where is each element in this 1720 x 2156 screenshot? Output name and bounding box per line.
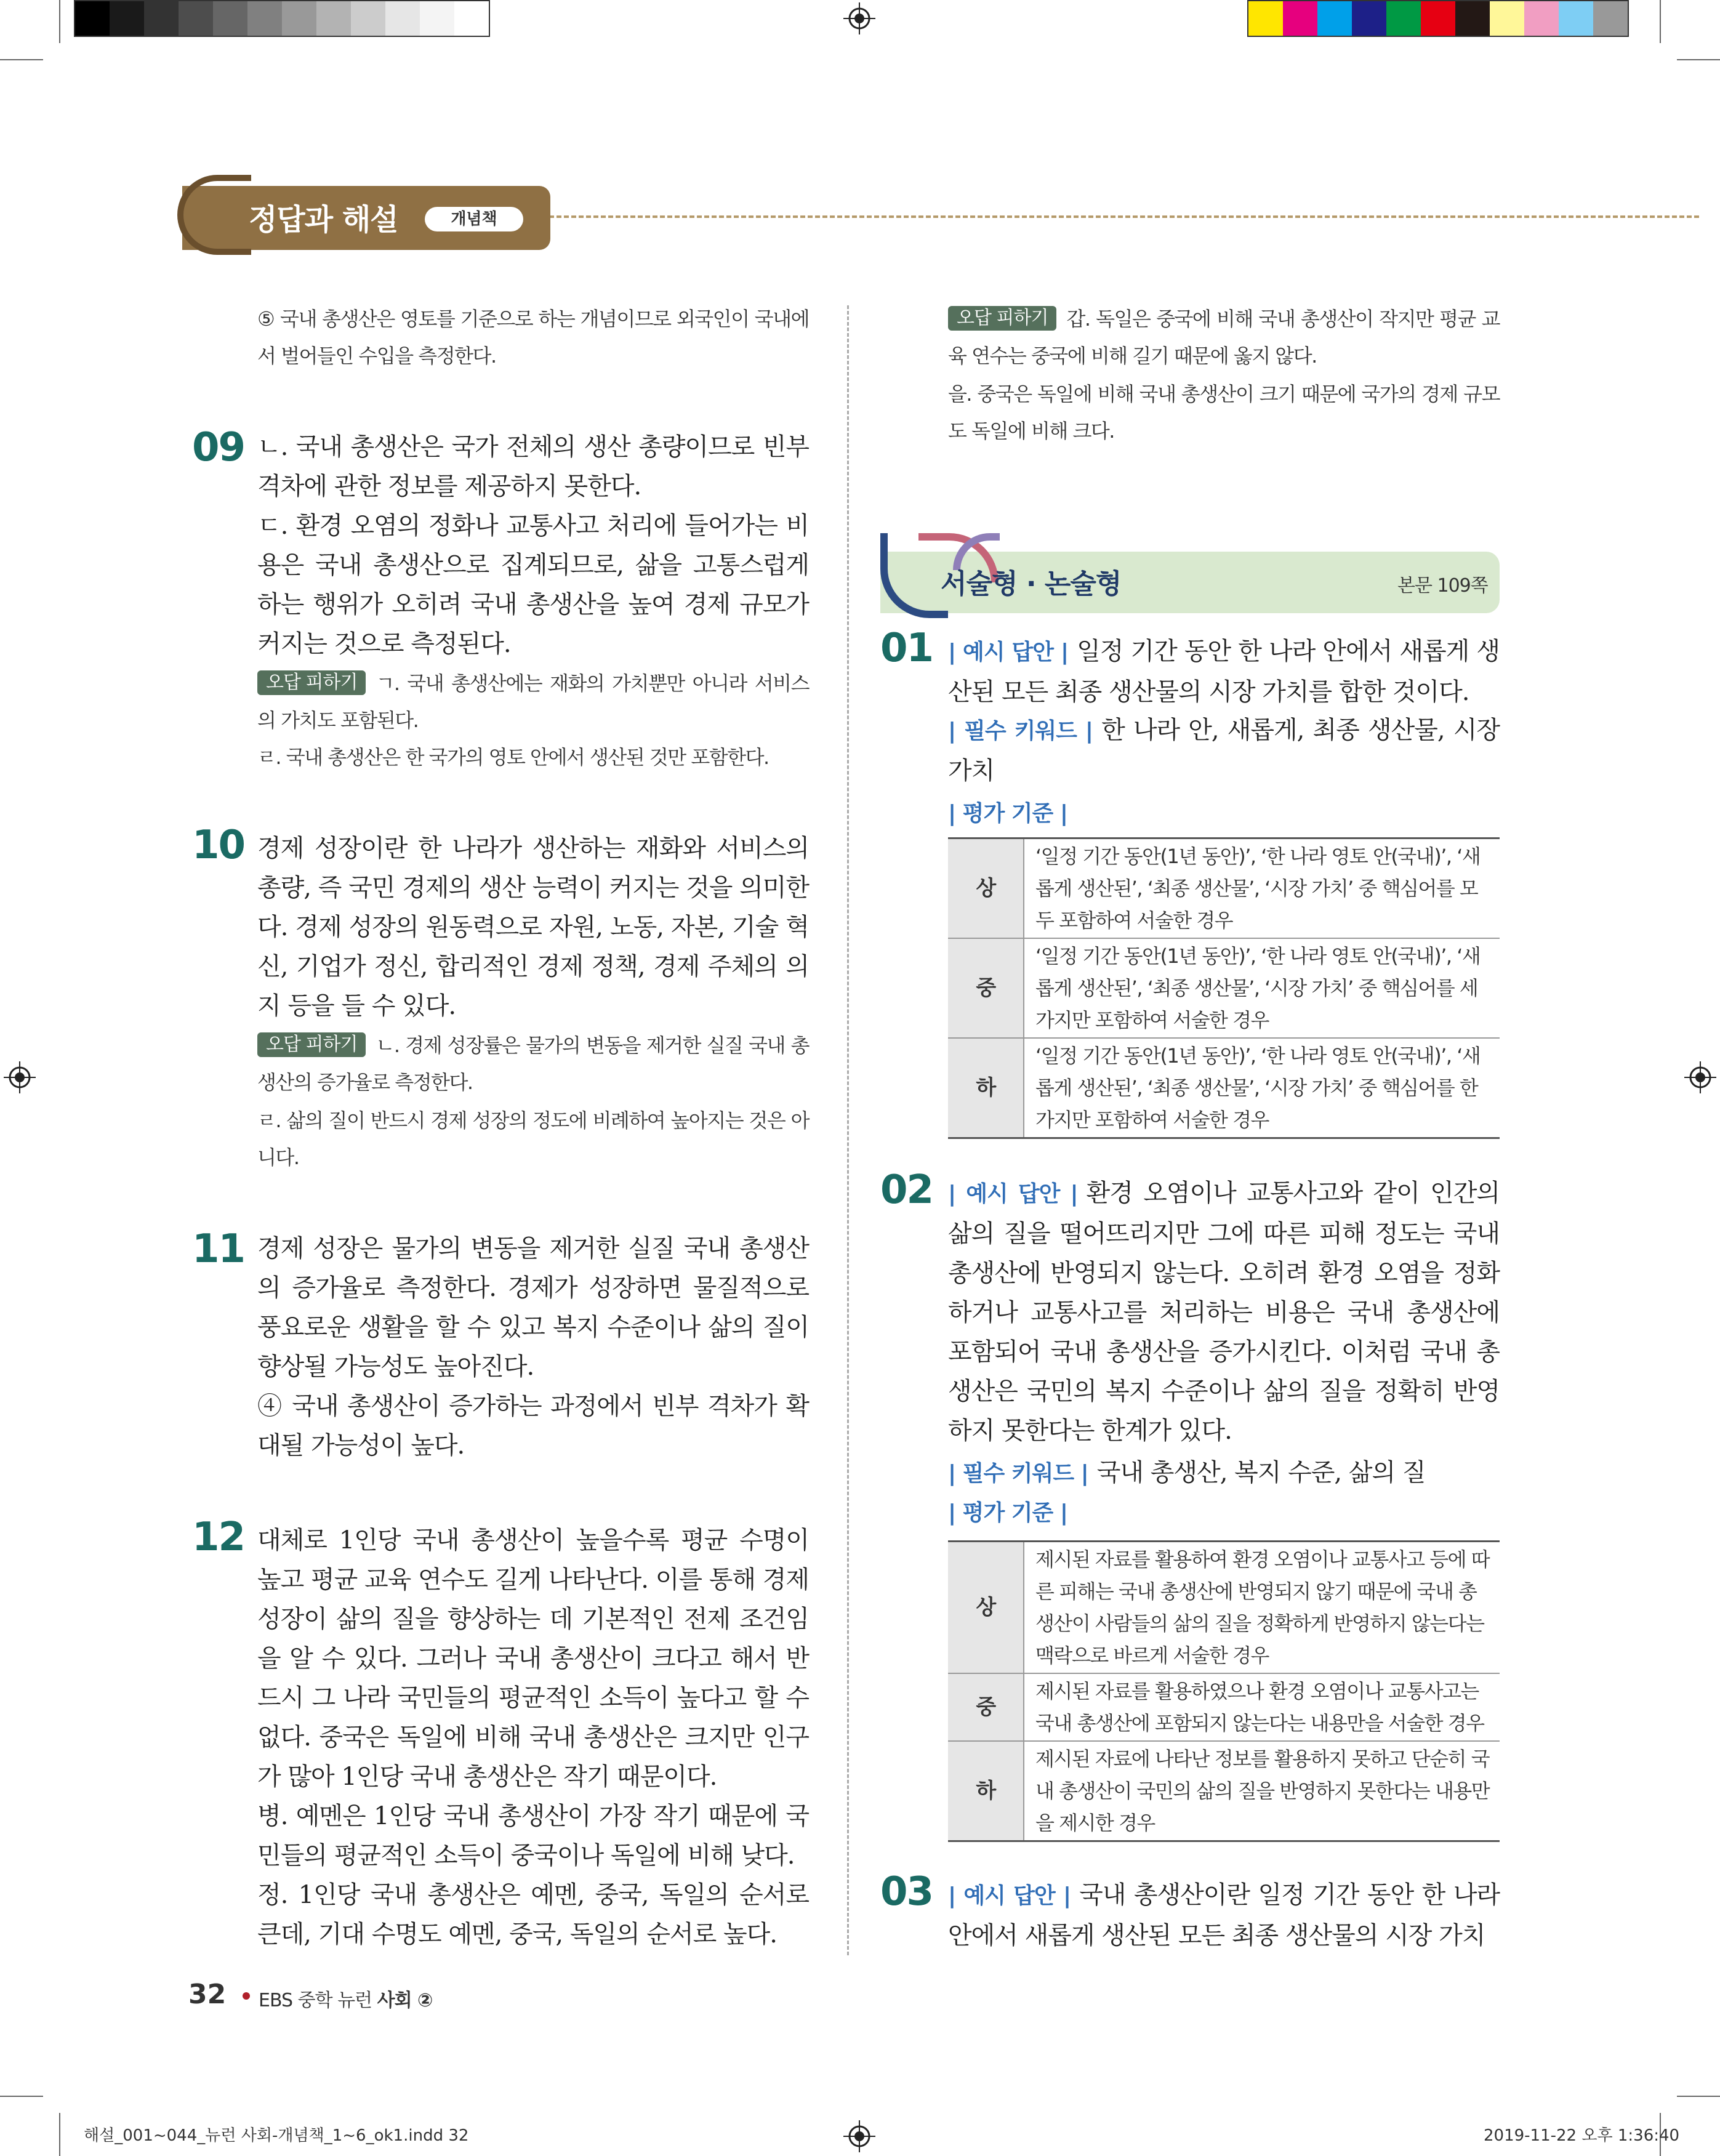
q10-wrong-1: ㄴ. 경제 성장률은 물가의 변동을 제거한 실질 국내 총생산의 증가율로 측정한다.: [257, 1034, 809, 1094]
criteria-cell: 제시된 자료를 활용하여 환경 오염이나 교통사고 등에 따른 피해는 국내 총생산에 반영되지 않기 때문에 국내 총생산이 사람들의 삶의 질을 정확하게 반영하지 않는다는 맥락으로 바르게 서술한 경우: [1024, 1542, 1500, 1674]
q12-wrong-2: 을. 중국은 독일에 비해 국내 총생산이 크기 때문에 국가의 경제 규모도 독일에 비해 크다.: [948, 382, 1500, 443]
crop-mark: [59, 0, 60, 43]
crop-mark: [59, 2113, 60, 2156]
registration-mark-icon: [1684, 1061, 1716, 1093]
book-subject: 사회 ②: [377, 1990, 433, 2011]
criteria-label: | 평가 기준 |: [948, 801, 1068, 826]
question-number-11: 11: [192, 1226, 245, 1272]
q11-explanation-2: ④ 국내 총생산이 증가하는 과정에서 빈부 격차가 확대될 가능성이 높다.: [257, 1392, 809, 1460]
color-bar: [1247, 0, 1629, 37]
q12-explanation-1: 대체로 1인당 국내 총생산이 높을수록 평균 수명이 높고 평균 교육 연수도 길게 나타난다. 이를 통해 경제 성장이 삶의 질을 향상하는 데 기본적인 전제 조건임을 알 수 있다. 그러나 국내 총생산이 크다고 해서 반드시 그 나라 국민들의 평균적인 소득이 높다고 할 수 없다. 중국은 독일에 비해 국내 총생산은 크지만 인구가 많아 1인당 국내 총생산은 작기 때문이다.: [257, 1526, 809, 1791]
q12-wrong-1: 갑. 독일은 중국에 비해 국내 총생산이 작지만 평균 교육 연수는 중국에 비해 길기 때문에 옳지 않다.: [948, 307, 1500, 368]
page-number: 32: [188, 1979, 227, 2010]
criteria-cell: 제시된 자료를 활용하였으나 환경 오염이나 교통사고는 국내 총생산에 포함되지 않는다는 내용만을 서술한 경우: [1024, 1673, 1500, 1741]
date-slug: 2019-11-22 오후 1:36:40: [1484, 2126, 1680, 2145]
table-row: [948, 839, 1500, 939]
header-arc: [177, 175, 251, 255]
q09-wrong-1: ㄱ. 국내 총생산에는 재화의 가치뿐만 아니라 서비스의 가치도 포함된다.: [257, 672, 809, 732]
crop-mark: [1677, 2096, 1720, 2097]
grade-cell: 상: [948, 1542, 1024, 1674]
e03-answer: [948, 1875, 1500, 1955]
book-name: EBS 중학 뉴런: [259, 1990, 377, 2011]
wrong-answer-tag: 오답 피하기: [257, 670, 366, 695]
section-title: 서술형 · 논술형: [941, 568, 1122, 600]
q10-explanation: 경제 성장이란 한 나라가 생산하는 재화와 서비스의 총량, 즉 국민 경제의 생산 능력이 커지는 것을 의미한다. 경제 성장의 원동력으로 자원, 노동, 자본, 기술 혁신, 기업가 정신, 합리적인 경제 정책, 경제 주체의 의지 등을 들 수 있다.: [257, 834, 809, 1020]
table-row: [948, 1038, 1500, 1138]
registration-mark-icon: [4, 1061, 36, 1093]
header-dashed-rule: [542, 215, 1699, 218]
bullet-icon: [243, 1992, 250, 2000]
criteria-label: | 평가 기준 |: [948, 1500, 1068, 1526]
e02-answer: [948, 1173, 1500, 1450]
grayscale-bar: [74, 0, 490, 37]
keywords-label: | 필수 키워드 |: [948, 718, 1093, 744]
e01-keywords-text: 한 나라 안, 새롭게, 최종 생산물, 시장 가치: [948, 716, 1500, 785]
q11-explanation-1: 경제 성장은 물가의 변동을 제거한 실질 국내 총생산의 증가율로 측정한다. 경제가 성장하면 물질적으로 풍요로운 생활을 할 수 있고 복지 수준이나 삶의 질이 향상될 가능성도 높아진다.: [257, 1234, 809, 1381]
e01-keywords: [948, 710, 1500, 790]
section-page-ref: 본문 109쪽: [1397, 575, 1488, 597]
question-number-12: 12: [192, 1514, 245, 1560]
book-title: [259, 1985, 432, 2012]
grade-cell: 하: [948, 1038, 1024, 1138]
q09-explanation-2: ㄷ. 환경 오염의 정화나 교통사고 처리에 들어가는 비용은 국내 총생산으로 집계되므로, 삶을 고통스럽게 하는 행위가 오히려 국내 총생산을 높여 경제 규모가 커지는 것으로 측정된다.: [257, 512, 809, 658]
crop-mark: [1677, 59, 1720, 60]
grade-cell: 상: [948, 839, 1024, 939]
criteria-cell: ‘일정 기간 동안(1년 동안)’, ‘한 나라 영토 안(국내)’, ‘새롭게 생산된’, ‘최종 생산물’, ‘시장 가치’ 중 핵심어를 한 가지만 포함하여 서술한 경우: [1024, 1038, 1500, 1138]
question-number-10: 10: [192, 823, 245, 868]
q12-explanation-3: 정. 1인당 국내 총생산은 예멘, 중국, 독일의 순서로 큰데, 기대 수명도 예멘, 중국, 독일의 순서로 높다.: [257, 1881, 809, 1949]
e02-keywords-text: 국내 총생산, 복지 수준, 삶의 질: [1096, 1458, 1426, 1487]
q09-wrong-2: ㄹ. 국내 총생산은 한 국가의 영토 안에서 생산된 것만 포함한다.: [257, 746, 769, 769]
table-row: [948, 938, 1500, 1038]
q12-wrong-answers: [948, 300, 1500, 374]
criteria-cell: 제시된 자료에 나타난 정보를 활용하지 못하고 단순히 국내 총생산이 국민의 삶의 질을 반영하지 못한다는 내용만을 제시한 경우: [1024, 1741, 1500, 1841]
q10-wrong-answers: [257, 1027, 809, 1101]
item-08-continuation: ⑤ 국내 총생산은 영토를 기준으로 하는 개념이므로 외국인이 국내에서 벌어들인 수입을 측정한다.: [257, 307, 809, 368]
essay-number-02: 02: [880, 1167, 933, 1213]
table-row: [948, 1542, 1500, 1674]
e02-criteria-label: [948, 1492, 1500, 1533]
answer-label: | 예시 답안 |: [948, 1181, 1078, 1207]
question-number-09: 09: [192, 425, 245, 470]
wrong-answer-tag: 오답 피하기: [257, 1032, 366, 1057]
e02-answer-text: 환경 오염이나 교통사고와 같이 인간의 삶의 질을 떨어뜨리지만 그에 따른 피해 정도는 국내 총생산에 반영되지 않는다. 오히려 환경 오염을 정화하거나 교통사고를 처리하는 비용은 국내 총생산에 포함되어 국내 총생산을 증가시킨다. 이처럼 국내 총생산은 국민의 복지 수준이나 삶의 질을 정확히 반영하지 못한다는 한계가 있다.: [948, 1179, 1500, 1445]
grade-cell: 중: [948, 1673, 1024, 1741]
keywords-label: | 필수 키워드 |: [948, 1461, 1088, 1486]
answer-label: | 예시 답안 |: [948, 640, 1069, 665]
grade-cell: 중: [948, 938, 1024, 1038]
book-badge: 개념책: [425, 207, 523, 231]
crop-mark: [0, 59, 43, 60]
crop-mark: [1660, 0, 1661, 43]
e01-answer: [948, 632, 1500, 712]
q09-wrong-answers: [257, 665, 809, 739]
file-slug: 해설_001~044_뉴런 사회-개념책_1~6_ok1.indd 32: [84, 2126, 469, 2145]
wrong-answer-tag: 오답 피하기: [948, 306, 1056, 331]
table-row: [948, 1741, 1500, 1841]
registration-mark-icon: [843, 2, 875, 34]
e03-answer-text: 국내 총생산이란 일정 기간 동안 한 나라 안에서 새롭게 생산된 모든 최종 생산물의 시장 가치: [948, 1881, 1500, 1950]
q12-explanation-2: 병. 예멘은 1인당 국내 총생산이 가장 작기 때문에 국민들의 평균적인 소득이 중국이나 독일에 비해 낮다.: [257, 1802, 809, 1870]
crop-mark: [0, 2096, 43, 2097]
q10-wrong-2: ㄹ. 삶의 질이 반드시 경제 성장의 정도에 비례하여 높아지는 것은 아니다.: [257, 1109, 809, 1169]
grade-cell: 하: [948, 1741, 1024, 1841]
page-section-title: 정답과 해설: [249, 203, 398, 237]
answer-label: | 예시 답안 |: [948, 1883, 1071, 1909]
q09-explanation-1: ㄴ. 국내 총생산은 국가 전체의 생산 총량이므로 빈부 격차에 관한 정보를 제공하지 못한다.: [257, 433, 809, 501]
criteria-cell: ‘일정 기간 동안(1년 동안)’, ‘한 나라 영토 안(국내)’, ‘새롭게 생산된’, ‘최종 생산물’, ‘시장 가치’ 중 핵심어를 세 가지만 포함하여 서술한 경우: [1024, 938, 1500, 1038]
e01-criteria-label: [948, 793, 1500, 834]
e02-keywords: [948, 1453, 1500, 1494]
criteria-cell: ‘일정 기간 동안(1년 동안)’, ‘한 나라 영토 안(국내)’, ‘새롭게 생산된’, ‘최종 생산물’, ‘시장 가치’ 중 핵심어를 모두 포함하여 서술한 경우: [1024, 839, 1500, 939]
e02-rubric-table: [948, 1540, 1500, 1842]
e01-answer-text: 일정 기간 동안 한 나라 안에서 새롭게 생산된 모든 최종 생산물의 시장 가치를 합한 것이다.: [948, 637, 1500, 706]
registration-mark-icon: [843, 2120, 875, 2152]
e01-rubric-table: [948, 837, 1500, 1139]
table-row: [948, 1673, 1500, 1741]
column-divider: [847, 305, 849, 1955]
essay-number-01: 01: [880, 625, 933, 671]
essay-number-03: 03: [880, 1869, 933, 1915]
